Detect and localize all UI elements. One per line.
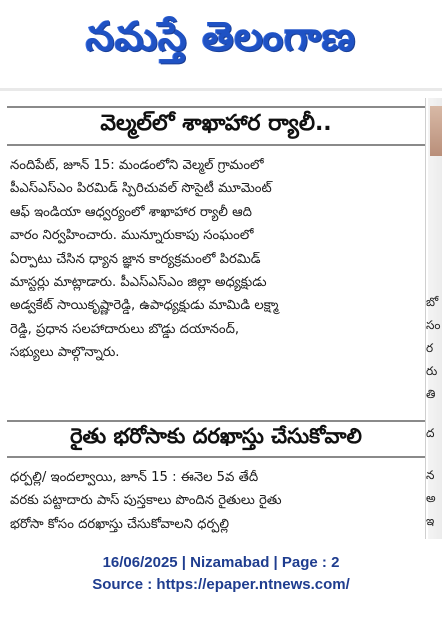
edition-info: 16/06/2025 | Nizamabad | Page : 2	[102, 554, 340, 571]
side-fragment: తి	[426, 387, 436, 401]
article1-line: పీఎస్ఎస్ఎం పిరమిడ్ స్పిరిచువల్ సొసైటీ మూమెంట్	[10, 181, 272, 197]
article2-headline-box	[7, 420, 425, 458]
article1-line: మాస్టర్లు మాట్లాడారు. పీఎస్ఎస్ఎం జిల్లా అధ్యక్షుడు	[10, 275, 267, 291]
source-link[interactable]: Source : https://epaper.ntnews.com/	[92, 576, 350, 593]
side-fragment: ఇ	[426, 514, 435, 528]
article1-line: అడ్వకేట్ సాయికృష్ణారెడ్డి, ఉపాధ్యక్షుడు మామిడి లక్ష్మా	[10, 298, 279, 314]
article2-line: వరకు పట్టాదారు పాస్ పుస్తకాలు పొందిన రైతులు రైతు	[10, 493, 282, 509]
article2-line: ధర్పల్లి/ ఇందల్వాయి, జూన్ 15 : ఈనెల 5వ తేదీ	[10, 470, 259, 485]
article1-body	[10, 154, 420, 365]
article1-line: ఆఫ్ ఇండియా ఆధ్వర్యంలో శాఖాహార ర్యాలీ ఆది	[10, 204, 252, 220]
side-fragment: న	[426, 468, 435, 482]
adjacent-photo	[430, 106, 442, 156]
side-fragment: రు	[426, 364, 438, 378]
article1-headline: వెల్మల్‌లో శాఖాహార ర్యాలీ..	[100, 111, 332, 136]
article1-line: ఏర్పాటు చేసిన ధ్యాన జ్ఞాన కార్యక్రమంలో పిరమిడ్	[10, 251, 261, 267]
side-fragment: బో	[426, 295, 439, 309]
article1-line: నందిపేట్, జూన్ 15: మండంలోని వెల్మల్ గ్రామంలో	[10, 158, 264, 173]
side-fragment: ద	[426, 426, 435, 440]
side-fragment: సం	[426, 318, 441, 332]
side-fragment: ర	[426, 341, 434, 355]
adjacent-column-fragment	[428, 98, 442, 539]
article1-line: వారం నిర్వహించారు. మున్నూరుకాపు సంఘంలో	[10, 228, 254, 244]
masthead-divider	[0, 88, 442, 91]
article1-line: రెడ్డి, ప్రధాన సలహాదారులు బొడ్డు దయానంద్,	[10, 321, 240, 337]
article2-body	[10, 466, 420, 536]
article1-line: సభ్యులు పాల్గొన్నారు.	[10, 345, 120, 361]
article2-line: భరోసా కోసం దరఖాస్తు చేసుకోవాలని ధర్పల్లి	[10, 516, 230, 532]
article2-headline: రైతు భరోసాకు దరఖాస్తు చేసుకోవాలి	[70, 424, 362, 448]
footer	[0, 552, 442, 596]
clipping-area	[7, 98, 427, 539]
masthead	[0, 0, 442, 84]
newspaper-logo: నమస్తే తెలంగాణ	[85, 14, 357, 60]
article1-headline-box	[7, 106, 425, 146]
side-fragment: అ	[426, 491, 436, 505]
